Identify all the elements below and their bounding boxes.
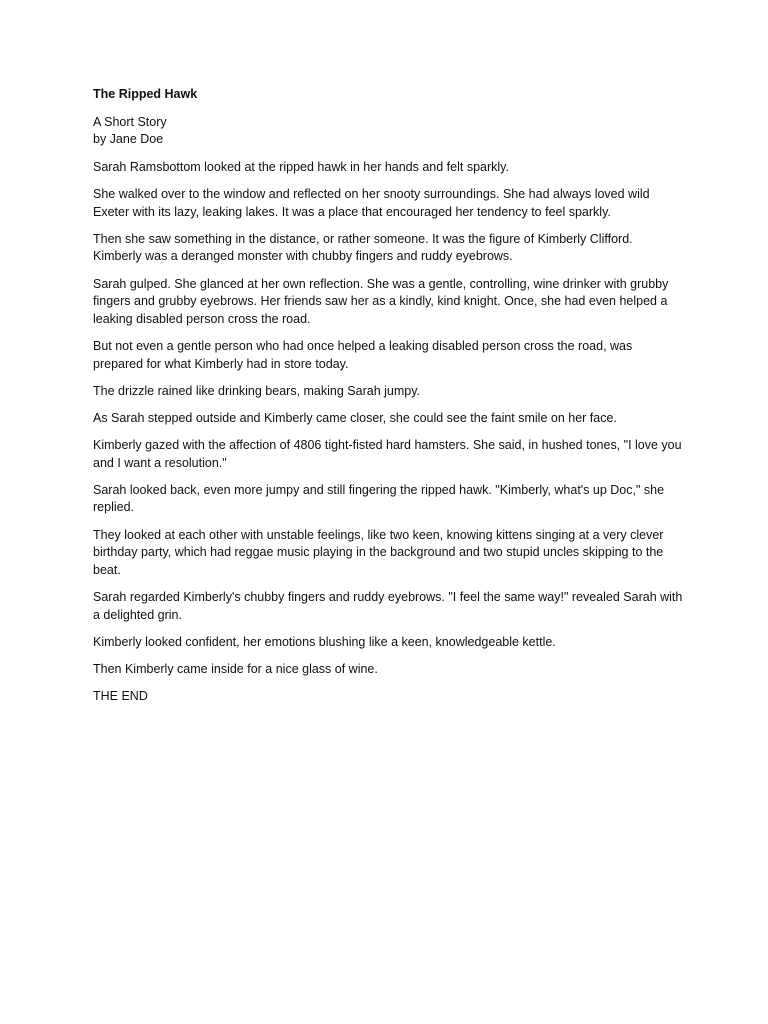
paragraph-11: Sarah regarded Kimberly's chubby fingers and ruddy eyebrows. "I feel the same way!" revealed Sarah with a delighted grin.: [93, 590, 683, 622]
document-subtitle: A Short Story: [93, 114, 167, 129]
paragraph-4: Sarah gulped. She glanced at her own reflection. She was a gentle, controlling, wine drinker with grubby fingers and grubby eyebrows. Her friends saw her as a kindly, kind knight. Once, she had even helped a leaking disabled person cross the road.: [93, 276, 669, 326]
paragraph-3: Then she saw something in the distance, or rather someone. It was the figure of Kimberly Clifford. Kimberly was a deranged monster with chubby fingers and ruddy eyebrows.: [93, 231, 633, 264]
paragraph-9: Sarah looked back, even more jumpy and still fingering the ripped hawk. "Kimberly, what's up Doc," she replied.: [93, 482, 665, 515]
paragraph-12: Kimberly looked confident, her emotions blushing like a keen, knowledgeable kettle.: [93, 634, 556, 649]
document-page: [93, 86, 683, 715]
document-title: The Ripped Hawk: [93, 87, 198, 101]
paragraph-13: Then Kimberly came inside for a nice glass of wine.: [93, 661, 378, 676]
paragraph-7: As Sarah stepped outside and Kimberly came closer, she could see the faint smile on her face.: [93, 410, 617, 425]
paragraph-5: But not even a gentle person who had once helped a leaking disabled person cross the road, was prepared for what Kimberly had in store today.: [93, 338, 633, 371]
paragraph-8: Kimberly gazed with the affection of 4806 tight-fisted hard hamsters. She said, in hushed tones, "I love you and I want a resolution.": [93, 438, 682, 470]
paragraph-2: She walked over to the window and reflected on her snooty surroundings. She had always loved wild Exeter with its lazy, leaking lakes. It was a place that encouraged her tendency to feel sparkly.: [93, 186, 650, 219]
paragraph-10: They looked at each other with unstable feelings, like two keen, knowing kittens singing at a very clever birthday party, which had reggae music playing in the background and two stupid uncles skipping to the beat.: [93, 527, 664, 577]
byline-block: [93, 114, 683, 149]
paragraph-6: The drizzle rained like drinking bears, making Sarah jumpy.: [93, 383, 421, 398]
paragraph-1: Sarah Ramsbottom looked at the ripped hawk in her hands and felt sparkly.: [93, 159, 509, 174]
document-author: by Jane Doe: [93, 132, 164, 147]
the-end: THE END: [93, 689, 148, 704]
